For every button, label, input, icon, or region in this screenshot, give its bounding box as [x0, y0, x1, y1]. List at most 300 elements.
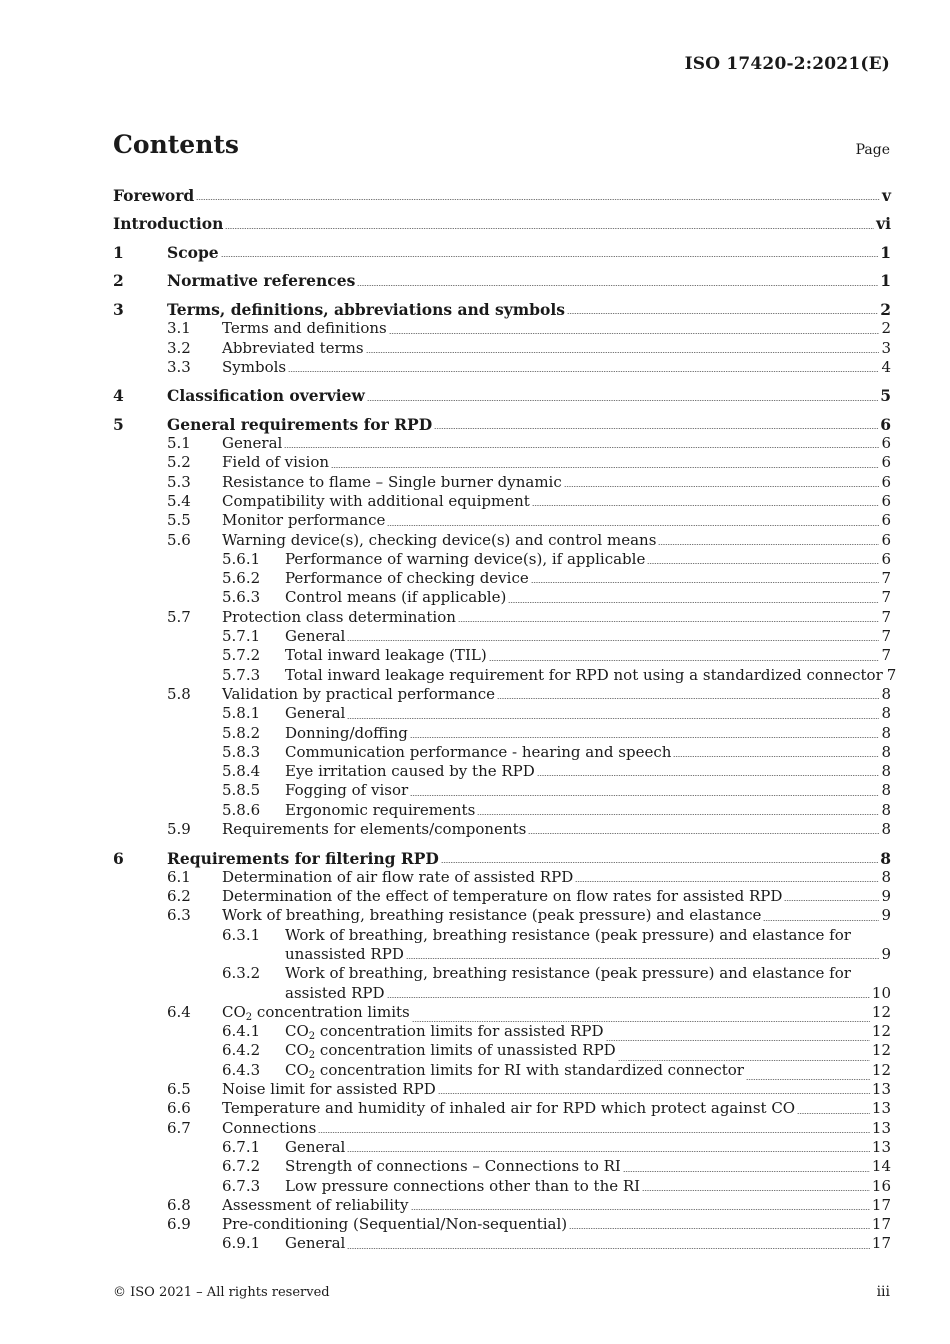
toc-entry-line — [222, 473, 891, 492]
toc-entry-title: Performance of warning device(s), if applicable — [285, 549, 646, 568]
toc-entry[interactable] — [113, 1234, 891, 1253]
toc-entry-line — [285, 588, 891, 607]
toc-entry-page: 3 — [881, 338, 891, 357]
toc-entry-title: Ergonomic requirements — [285, 800, 476, 819]
toc-entry-line — [222, 1119, 891, 1138]
toc-entry-line — [285, 964, 891, 983]
toc-entry[interactable] — [113, 984, 891, 1003]
toc-entry-number: 6.9 — [167, 1215, 191, 1234]
toc-entry-line — [222, 531, 891, 550]
toc-entry-page: 12 — [871, 1060, 891, 1079]
dot-leader — [284, 447, 879, 448]
toc-entry[interactable] — [113, 820, 891, 839]
toc-entry[interactable] — [113, 271, 891, 290]
chemical-formula: CO — [222, 1002, 246, 1021]
toc-entry-page: 1 — [880, 271, 891, 291]
toc-entry-number: 2 — [113, 271, 124, 291]
toc-entry-number: 5 — [113, 414, 124, 434]
toc-entry-line — [285, 665, 897, 685]
toc-entry-number: 5.7.3 — [222, 665, 261, 684]
toc-entry-title: Resistance to flame – Single burner dynamic — [222, 472, 562, 491]
toc-entry-number: 5.8.3 — [222, 742, 261, 761]
toc-entry[interactable] — [113, 473, 891, 492]
toc-entry[interactable] — [113, 531, 891, 550]
toc-entry-line — [222, 820, 891, 839]
toc-entry-page: 8 — [881, 723, 891, 742]
toc-entry-title: Pre-conditioning (Sequential/Non-sequential) — [222, 1215, 568, 1234]
dot-leader — [567, 313, 878, 314]
toc-entry-number: 5.7 — [167, 607, 191, 626]
toc-entry-number: 5.9 — [167, 820, 191, 839]
toc-entry-title: Temperature and humidity of inhaled air for RPD which protect against CO — [222, 1099, 796, 1118]
toc-entry-line — [285, 704, 891, 723]
toc-entry-line — [285, 945, 891, 964]
toc-entry-line — [167, 300, 891, 319]
toc-entry-number: 1 — [113, 242, 124, 262]
toc-entry[interactable] — [113, 627, 891, 646]
toc-entry-title: Work of breathing, breathing resistance (peak pressure) and elastance for — [285, 964, 851, 983]
toc-entry[interactable] — [113, 339, 891, 358]
toc-entry-title: Determination of air flow rate of assisted RPD — [222, 867, 574, 886]
toc-entry-number: 6.6 — [167, 1099, 191, 1118]
toc-entry-number: 5.8.2 — [222, 723, 261, 742]
toc-entry-number: 5.3 — [167, 472, 191, 491]
toc-entry-number: 4 — [113, 386, 124, 406]
toc-entry-line — [285, 724, 891, 743]
toc-entry-title: Eye irritation caused by the RPD — [285, 762, 535, 781]
toc-entry-number: 6.9.1 — [222, 1234, 261, 1253]
toc-entry-line — [222, 434, 891, 453]
toc-entry-page: 16 — [871, 1176, 891, 1195]
dot-leader — [458, 621, 880, 622]
dot-leader — [441, 862, 878, 863]
toc-entry-number: 6.5 — [167, 1080, 191, 1099]
toc-entry-title: Performance of checking device — [285, 569, 529, 588]
toc-entry-title: Noise limit for assisted RPD — [222, 1080, 436, 1099]
toc-entry-line — [222, 1196, 891, 1215]
toc-entry-page: 7 — [881, 569, 891, 588]
dot-leader — [347, 1248, 870, 1249]
toc-entry-page: 13 — [871, 1080, 891, 1099]
toc-entry-page: 8 — [881, 800, 891, 819]
toc-entry-number: 3.1 — [167, 319, 191, 338]
toc-entry-number: 6.4.1 — [222, 1022, 261, 1041]
dot-leader — [642, 1190, 870, 1191]
toc-entry[interactable] — [113, 704, 891, 723]
toc-entry-title: Strength of connections – Connections to RI — [285, 1157, 621, 1176]
document-id: ISO 17420-2:2021(E) — [684, 54, 890, 74]
toc-entry[interactable] — [113, 762, 891, 781]
toc-entry-page: 8 — [881, 781, 891, 800]
toc-entry-title: Classification overview — [167, 386, 365, 406]
copyright-notice: © ISO 2021 – All rights reserved — [113, 1285, 330, 1300]
toc-entry[interactable] — [113, 243, 891, 262]
toc-entry[interactable] — [113, 1099, 891, 1118]
toc-entry-page: 8 — [881, 762, 891, 781]
toc-entry[interactable] — [113, 945, 891, 964]
toc-entry-title: Warning device(s), checking device(s) and control means — [222, 530, 657, 549]
toc-entry[interactable] — [113, 1003, 891, 1022]
toc-entry[interactable] — [113, 214, 891, 233]
toc-entry-line — [167, 386, 891, 405]
toc-entry-line — [113, 214, 891, 233]
toc-entry-number: 6.7.2 — [222, 1157, 261, 1176]
toc-entry-line — [285, 801, 891, 820]
dot-leader — [406, 958, 880, 959]
toc-entry[interactable] — [113, 906, 891, 925]
toc-entry-title: General — [285, 704, 346, 723]
toc-entry-title: General — [285, 627, 346, 646]
chemical-formula: CO — [285, 1060, 309, 1079]
toc-entry-number: 5.4 — [167, 491, 191, 510]
dot-leader — [658, 544, 879, 545]
dot-leader — [508, 602, 879, 603]
toc-entry-number: 6.7.1 — [222, 1137, 261, 1156]
toc-entry-page: 12 — [871, 1002, 891, 1021]
toc-entry-line — [285, 569, 891, 588]
dot-leader — [196, 199, 880, 200]
dot-leader — [797, 1113, 870, 1114]
toc-entry-number: 6.1 — [167, 867, 191, 886]
dot-leader — [225, 228, 874, 229]
toc-entry-page: 12 — [871, 1041, 891, 1060]
page-title: Contents — [113, 130, 240, 159]
toc-entry[interactable] — [113, 550, 891, 569]
toc-entry-title: Assessment of reliability — [222, 1195, 409, 1214]
toc-entry-number: 5.7.1 — [222, 627, 261, 646]
toc-entry[interactable] — [113, 186, 891, 205]
toc-entry-title: General requirements for RPD — [167, 414, 433, 434]
toc-entry-page: 9 — [881, 945, 891, 963]
toc-entry-page: 6 — [881, 453, 891, 472]
toc-entry-line — [285, 550, 891, 569]
dot-leader — [497, 698, 879, 699]
toc-entry-title: Scope — [167, 242, 219, 262]
toc-entry-page: 6 — [881, 472, 891, 491]
toc-entry-page: 1 — [880, 242, 891, 262]
toc-entry-title: Monitor performance — [222, 511, 386, 530]
dot-leader — [367, 400, 878, 401]
toc-entry-line — [222, 1099, 891, 1118]
toc-entry-page: 8 — [881, 704, 891, 723]
dot-leader — [564, 486, 880, 487]
toc-entry[interactable] — [113, 492, 891, 511]
toc-entry-page: 7 — [881, 646, 891, 665]
toc-entry-page: 12 — [871, 1022, 891, 1041]
toc-entry-line — [222, 1215, 891, 1234]
toc-entry-page: 14 — [871, 1157, 891, 1176]
dot-leader — [347, 1151, 870, 1152]
toc-entry-page: 8 — [881, 742, 891, 761]
toc-entry-line — [222, 319, 891, 338]
chemical-formula: CO — [285, 1041, 309, 1060]
toc-entry-page: 6 — [881, 530, 891, 549]
toc-entry-title: Field of vision — [222, 453, 330, 472]
toc-entry-line — [222, 868, 891, 887]
toc-entry-number: 6.8 — [167, 1195, 191, 1214]
toc-entry-line — [222, 887, 891, 906]
toc-entry[interactable] — [113, 1138, 891, 1157]
toc-entry-title: Donning/doffing — [285, 723, 408, 742]
dot-leader — [673, 756, 879, 757]
toc-entry-line — [222, 339, 891, 358]
toc-entry[interactable] — [113, 1157, 891, 1176]
toc-entry-page: 13 — [871, 1099, 891, 1118]
toc-entry-title: Requirements for filtering RPD — [167, 848, 439, 868]
toc-entry-line — [285, 1234, 891, 1253]
toc-entry-line — [167, 849, 891, 868]
toc-entry-title: General — [222, 434, 283, 453]
toc-entry-page: 4 — [881, 357, 891, 376]
toc-entry-number: 5.6.2 — [222, 569, 261, 588]
toc-entry[interactable] — [113, 1215, 891, 1234]
toc-entry-title-text: concentration limits for RI with standardized connector — [315, 1060, 744, 1079]
toc-entry[interactable] — [113, 801, 891, 820]
toc-entry[interactable] — [113, 569, 891, 588]
toc-entry-number: 5.2 — [167, 453, 191, 472]
dot-leader — [623, 1171, 870, 1172]
toc-entry-title: Terms and definitions — [222, 319, 387, 338]
toc-entry-title: Communication performance - hearing and speech — [285, 742, 672, 761]
toc-entry-title: Determination of the effect of temperature on flow rates for assisted RPD — [222, 887, 783, 906]
table-of-contents — [113, 186, 897, 1254]
toc-entry-page: 9 — [881, 906, 891, 925]
toc-entry[interactable] — [113, 511, 891, 530]
toc-entry-line — [285, 743, 891, 762]
toc-entry-line — [222, 358, 891, 377]
toc-entry-line — [167, 243, 891, 262]
dot-leader — [331, 467, 879, 468]
toc-entry-number: 5.5 — [167, 511, 191, 530]
toc-entry-number: 6.3 — [167, 906, 191, 925]
toc-entry-number: 5.1 — [167, 434, 191, 453]
dot-leader — [387, 525, 879, 526]
toc-entry[interactable] — [113, 1080, 891, 1099]
toc-entry[interactable] — [113, 849, 891, 868]
dot-leader — [221, 256, 879, 257]
toc-entry-number: 6.4.2 — [222, 1041, 261, 1060]
dot-leader — [647, 563, 879, 564]
toc-entry-title: unassisted RPD — [285, 945, 404, 963]
toc-entry-title-text: concentration limits for assisted RPD — [315, 1022, 604, 1041]
toc-entry[interactable] — [113, 588, 891, 607]
toc-entry-number: 5.6.3 — [222, 588, 261, 607]
toc-entry-number: 5.8.6 — [222, 800, 261, 819]
dot-leader — [489, 660, 880, 661]
toc-entry-page: 10 — [871, 983, 891, 1002]
toc-entry-page: 8 — [880, 848, 891, 868]
dot-leader — [532, 505, 880, 506]
toc-entry-page: 8 — [881, 684, 891, 703]
toc-entry[interactable] — [113, 608, 891, 627]
toc-entry-number: 6.4.3 — [222, 1060, 261, 1079]
toc-entry-title-text: concentration limits — [252, 1002, 410, 1021]
toc-entry-number: 5.7.2 — [222, 646, 261, 665]
toc-entry-line — [167, 415, 891, 434]
toc-entry-title: Requirements for elements/components — [222, 820, 527, 839]
toc-entry-number: 5.8 — [167, 684, 191, 703]
toc-entry-title: Fogging of visor — [285, 781, 409, 800]
toc-entry[interactable] — [113, 887, 891, 906]
toc-entry-page: 13 — [871, 1137, 891, 1156]
toc-entry-number: 3.3 — [167, 357, 191, 376]
toc-entry[interactable] — [113, 1177, 891, 1196]
toc-entry-page: 6 — [881, 511, 891, 530]
toc-entry-page: 5 — [880, 386, 891, 406]
dot-leader — [347, 640, 879, 641]
toc-entry-number: 6 — [113, 848, 124, 868]
toc-entry[interactable] — [113, 781, 891, 800]
toc-entry-title: Protection class determination — [222, 607, 456, 626]
dot-leader — [434, 428, 878, 429]
toc-entry[interactable] — [113, 1061, 891, 1080]
toc-entry[interactable] — [113, 724, 891, 743]
toc-entry[interactable] — [113, 358, 891, 377]
toc-entry[interactable] — [113, 300, 891, 319]
toc-entry-title: assisted RPD — [285, 983, 385, 1002]
toc-entry-page: 6 — [880, 414, 891, 434]
toc-entry-number: 6.4 — [167, 1002, 191, 1021]
toc-entry-page: 13 — [871, 1118, 891, 1137]
toc-entry-title: Terms, definitions, abbreviations and symbols — [167, 299, 565, 319]
toc-entry-page: 6 — [881, 434, 891, 453]
toc-entry-title: Work of breathing, breathing resistance (peak pressure) and elastance for — [285, 925, 851, 944]
toc-entry-title: Low pressure connections other than to the RI — [285, 1176, 641, 1195]
subscript: 2 — [245, 1011, 253, 1023]
toc-entry-line — [285, 926, 891, 945]
dot-leader — [411, 1209, 870, 1210]
toc-entry[interactable] — [113, 964, 891, 983]
toc-entry-page: 2 — [881, 319, 891, 338]
toc-entry-number: 6.3.2 — [222, 964, 261, 983]
toc-entry-title: Total inward leakage requirement for RPD not using a standardized connector — [285, 665, 883, 684]
toc-entry[interactable] — [113, 453, 891, 472]
dot-leader — [569, 1228, 870, 1229]
toc-entry-line — [285, 984, 891, 1003]
toc-entry-page: 17 — [871, 1215, 891, 1234]
toc-entry-page: vi — [876, 214, 891, 234]
dot-leader — [387, 997, 870, 998]
toc-entry-page: 7 — [881, 588, 891, 607]
toc-entry-number: 6.2 — [167, 887, 191, 906]
subscript: 2 — [308, 1050, 316, 1062]
toc-entry[interactable] — [113, 1041, 891, 1060]
dot-leader — [784, 900, 879, 901]
dot-leader — [288, 371, 879, 372]
toc-entry[interactable] — [113, 1022, 891, 1041]
toc-entry-line — [222, 608, 891, 627]
toc-entry-title: Symbols — [222, 357, 287, 376]
toc-entry-page: 17 — [871, 1234, 891, 1253]
toc-entry-line — [285, 1177, 891, 1196]
toc-entry-number: 6.7 — [167, 1118, 191, 1137]
toc-entry[interactable] — [113, 319, 891, 338]
toc-entry-line — [222, 1080, 891, 1099]
dot-leader — [357, 285, 878, 286]
dot-leader — [575, 881, 879, 882]
toc-entry-title: Validation by practical performance — [222, 684, 496, 703]
toc-entry-page: 7 — [881, 627, 891, 646]
toc-entry-line — [113, 186, 891, 205]
toc-entry-page: 17 — [871, 1195, 891, 1214]
toc-entry-line — [285, 1157, 891, 1176]
dot-leader — [366, 352, 880, 353]
toc-entry-number: 5.6 — [167, 530, 191, 549]
toc-entry-page: 2 — [880, 299, 891, 319]
toc-entry-line — [285, 762, 891, 781]
toc-entry-title: Total inward leakage (TIL) — [285, 646, 487, 665]
toc-entry[interactable] — [113, 1196, 891, 1215]
dot-leader — [438, 1093, 870, 1094]
toc-entry-number: 5.8.1 — [222, 704, 261, 723]
subscript: 2 — [308, 1031, 316, 1043]
toc-entry-line — [222, 492, 891, 511]
dot-leader — [389, 333, 880, 334]
toc-entry-number: 6.3.1 — [222, 925, 261, 944]
toc-entry-page: 9 — [881, 887, 891, 906]
toc-entry[interactable] — [113, 386, 891, 405]
toc-entry-page: 7 — [886, 665, 897, 684]
toc-entry-title: General — [285, 1137, 346, 1156]
toc-entry[interactable] — [113, 1119, 891, 1138]
toc-entry-line — [285, 1138, 891, 1157]
dot-leader — [410, 737, 880, 738]
toc-entry-title: Work of breathing, breathing resistance (peak pressure) and elastance — [222, 906, 762, 925]
toc-entry[interactable] — [113, 415, 891, 434]
page-column-label: Page — [855, 142, 890, 158]
toc-entry-title: Normative references — [167, 271, 356, 291]
toc-entry-number: 5.8.4 — [222, 762, 261, 781]
toc-entry-title: Introduction — [113, 214, 224, 234]
toc-entry-title-text: concentration limits of unassisted RPD — [315, 1041, 616, 1060]
toc-entry[interactable] — [113, 868, 891, 887]
toc-entry-page: v — [881, 186, 891, 205]
toc-entry-line — [167, 271, 891, 290]
toc-entry[interactable] — [113, 926, 891, 945]
toc-entry-number: 6.7.3 — [222, 1176, 261, 1195]
toc-entry[interactable] — [113, 646, 891, 665]
toc-entry-line — [285, 781, 891, 800]
dot-leader — [410, 795, 879, 796]
chemical-formula: CO — [285, 1022, 309, 1041]
toc-entry[interactable] — [113, 685, 891, 704]
toc-entry-title: Connections — [222, 1118, 317, 1137]
dot-leader — [347, 718, 879, 719]
toc-entry-number: 5.6.1 — [222, 549, 261, 568]
toc-entry-number: 3.2 — [167, 338, 191, 357]
toc-entry-title: Foreword — [113, 186, 195, 205]
toc-entry-page: 6 — [881, 491, 891, 510]
toc-entry[interactable] — [113, 434, 891, 453]
dot-leader — [531, 582, 880, 583]
toc-entry-page: 8 — [881, 820, 891, 839]
toc-entry-line — [285, 627, 891, 646]
toc-entry[interactable] — [113, 743, 891, 762]
toc-entry-page: 7 — [881, 607, 891, 626]
toc-entry-number: 3 — [113, 299, 124, 319]
toc-entry-line — [285, 646, 891, 665]
toc-entry-title: Abbreviated terms — [222, 338, 364, 357]
toc-entry[interactable] — [113, 665, 897, 685]
page-number: iii — [876, 1284, 890, 1300]
toc-entry-line — [222, 511, 891, 530]
dot-leader — [528, 833, 879, 834]
toc-entry-line — [222, 906, 891, 925]
toc-entry-title: General — [285, 1234, 346, 1253]
toc-entry-line — [222, 453, 891, 472]
subscript: 2 — [308, 1069, 316, 1081]
toc-entry-page: 6 — [881, 549, 891, 568]
